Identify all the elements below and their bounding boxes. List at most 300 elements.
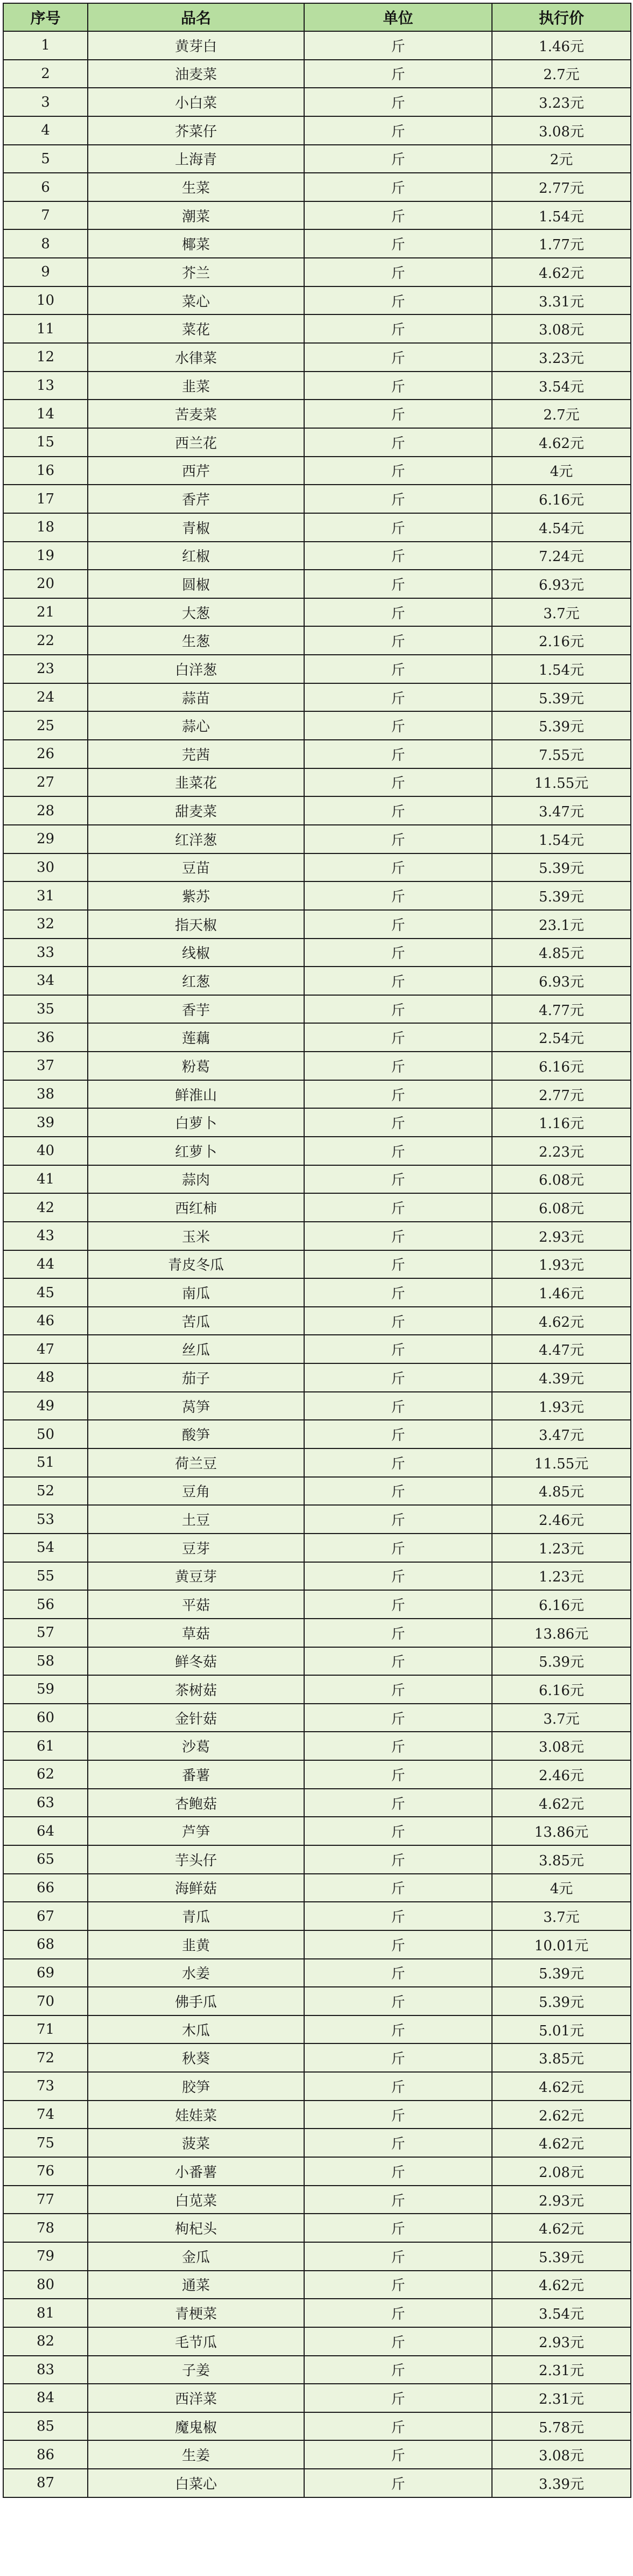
cell-name: 生葱 xyxy=(88,626,304,655)
cell-price: 5.39元 xyxy=(492,1647,631,1676)
table-row xyxy=(3,2242,631,2271)
cell-unit: 斤 xyxy=(304,1874,492,1902)
table-row xyxy=(3,2072,631,2101)
cell-price: 2.54元 xyxy=(492,1023,631,1052)
cell-name: 鲜淮山 xyxy=(88,1080,304,1109)
cell-unit: 斤 xyxy=(304,1704,492,1732)
cell-name: 土豆 xyxy=(88,1505,304,1534)
cell-name: 子姜 xyxy=(88,2356,304,2384)
cell-seq: 60 xyxy=(3,1704,88,1732)
cell-seq: 80 xyxy=(3,2271,88,2299)
table-row xyxy=(3,314,631,343)
table-row xyxy=(3,1675,631,1704)
cell-name: 娃娃菜 xyxy=(88,2101,304,2129)
cell-unit: 斤 xyxy=(304,711,492,740)
cell-seq: 22 xyxy=(3,626,88,655)
cell-seq: 54 xyxy=(3,1534,88,1562)
cell-seq: 8 xyxy=(3,229,88,258)
cell-name: 丝瓜 xyxy=(88,1335,304,1363)
cell-seq: 5 xyxy=(3,145,88,173)
cell-price: 7.55元 xyxy=(492,740,631,768)
cell-name: 茄子 xyxy=(88,1363,304,1392)
cell-price: 4.85元 xyxy=(492,1477,631,1506)
table-row xyxy=(3,740,631,768)
cell-seq: 81 xyxy=(3,2299,88,2327)
cell-name: 番薯 xyxy=(88,1760,304,1789)
header-unit: 单位 xyxy=(304,3,492,31)
cell-name: 通菜 xyxy=(88,2271,304,2299)
cell-name: 西芹 xyxy=(88,457,304,485)
cell-unit: 斤 xyxy=(304,1363,492,1392)
cell-seq: 73 xyxy=(3,2072,88,2101)
cell-unit: 斤 xyxy=(304,343,492,372)
cell-price: 4.62元 xyxy=(492,2129,631,2157)
cell-seq: 18 xyxy=(3,513,88,542)
cell-seq: 83 xyxy=(3,2356,88,2384)
cell-unit: 斤 xyxy=(304,1222,492,1250)
cell-price: 4.85元 xyxy=(492,939,631,967)
cell-seq: 35 xyxy=(3,995,88,1024)
cell-seq: 3 xyxy=(3,88,88,116)
cell-unit: 斤 xyxy=(304,513,492,542)
table-row xyxy=(3,372,631,400)
table-row xyxy=(3,1477,631,1506)
cell-unit: 斤 xyxy=(304,2157,492,2186)
cell-unit: 斤 xyxy=(304,2043,492,2072)
cell-name: 粉葛 xyxy=(88,1052,304,1080)
cell-seq: 65 xyxy=(3,1845,88,1874)
cell-name: 魔鬼椒 xyxy=(88,2412,304,2441)
cell-price: 2.23元 xyxy=(492,1137,631,1165)
cell-name: 芥菜仔 xyxy=(88,116,304,145)
cell-unit: 斤 xyxy=(304,2129,492,2157)
cell-unit: 斤 xyxy=(304,1307,492,1335)
cell-unit: 斤 xyxy=(304,1080,492,1109)
cell-price: 5.39元 xyxy=(492,881,631,910)
cell-price: 1.23元 xyxy=(492,1534,631,1562)
cell-unit: 斤 xyxy=(304,853,492,882)
table-row xyxy=(3,910,631,939)
cell-seq: 49 xyxy=(3,1392,88,1420)
cell-name: 芋头仔 xyxy=(88,1845,304,1874)
cell-price: 4.54元 xyxy=(492,513,631,542)
cell-unit: 斤 xyxy=(304,626,492,655)
cell-seq: 15 xyxy=(3,428,88,457)
table-row xyxy=(3,825,631,853)
cell-name: 胶笋 xyxy=(88,2072,304,2101)
table-row xyxy=(3,939,631,967)
cell-unit: 斤 xyxy=(304,1165,492,1194)
cell-name: 枸杞头 xyxy=(88,2214,304,2242)
cell-name: 红萝卜 xyxy=(88,1137,304,1165)
cell-unit: 斤 xyxy=(304,825,492,853)
table-row xyxy=(3,1080,631,1109)
cell-price: 2.93元 xyxy=(492,1222,631,1250)
cell-unit: 斤 xyxy=(304,485,492,513)
table-row xyxy=(3,655,631,683)
cell-seq: 30 xyxy=(3,853,88,882)
cell-seq: 45 xyxy=(3,1278,88,1307)
cell-name: 青椒 xyxy=(88,513,304,542)
cell-seq: 72 xyxy=(3,2043,88,2072)
cell-seq: 34 xyxy=(3,967,88,995)
cell-unit: 斤 xyxy=(304,939,492,967)
cell-name: 韭黄 xyxy=(88,1930,304,1959)
cell-seq: 78 xyxy=(3,2214,88,2242)
cell-name: 韭菜 xyxy=(88,372,304,400)
cell-unit: 斤 xyxy=(304,1023,492,1052)
cell-price: 5.39元 xyxy=(492,853,631,882)
cell-unit: 斤 xyxy=(304,2242,492,2271)
cell-name: 西兰花 xyxy=(88,428,304,457)
cell-seq: 6 xyxy=(3,173,88,201)
cell-seq: 62 xyxy=(3,1760,88,1789)
cell-name: 佛手瓜 xyxy=(88,1987,304,2015)
cell-price: 1.54元 xyxy=(492,201,631,230)
cell-unit: 斤 xyxy=(304,683,492,712)
cell-price: 1.46元 xyxy=(492,31,631,60)
table-row xyxy=(3,2043,631,2072)
cell-price: 4元 xyxy=(492,1874,631,1902)
cell-unit: 斤 xyxy=(304,2271,492,2299)
cell-unit: 斤 xyxy=(304,768,492,797)
cell-price: 3.85元 xyxy=(492,1845,631,1874)
table-row xyxy=(3,2384,631,2412)
cell-unit: 斤 xyxy=(304,1448,492,1477)
cell-name: 平菇 xyxy=(88,1590,304,1619)
table-row xyxy=(3,570,631,598)
cell-name: 苦瓜 xyxy=(88,1307,304,1335)
cell-unit: 斤 xyxy=(304,740,492,768)
table-row xyxy=(3,711,631,740)
cell-name: 海鲜菇 xyxy=(88,1874,304,1902)
cell-seq: 67 xyxy=(3,1902,88,1930)
cell-name: 豆芽 xyxy=(88,1534,304,1562)
cell-unit: 斤 xyxy=(304,1562,492,1591)
cell-name: 草菇 xyxy=(88,1619,304,1647)
cell-unit: 斤 xyxy=(304,1335,492,1363)
cell-seq: 27 xyxy=(3,768,88,797)
cell-price: 4.77元 xyxy=(492,995,631,1024)
cell-seq: 84 xyxy=(3,2384,88,2412)
table-row xyxy=(3,1562,631,1591)
cell-unit: 斤 xyxy=(304,1619,492,1647)
cell-seq: 70 xyxy=(3,1987,88,2015)
table-row xyxy=(3,2101,631,2129)
cell-price: 3.7元 xyxy=(492,1704,631,1732)
cell-seq: 19 xyxy=(3,542,88,570)
table-row xyxy=(3,116,631,145)
cell-name: 苦麦菜 xyxy=(88,400,304,428)
cell-name: 生菜 xyxy=(88,173,304,201)
cell-price: 3.47元 xyxy=(492,1420,631,1448)
cell-name: 茶树菇 xyxy=(88,1675,304,1704)
cell-price: 5.39元 xyxy=(492,2242,631,2271)
cell-unit: 斤 xyxy=(304,967,492,995)
table-row xyxy=(3,1760,631,1789)
cell-seq: 21 xyxy=(3,598,88,627)
table-row xyxy=(3,1222,631,1250)
table-row xyxy=(3,1959,631,1987)
cell-name: 生姜 xyxy=(88,2440,304,2469)
table-row xyxy=(3,2214,631,2242)
cell-price: 2.77元 xyxy=(492,173,631,201)
cell-unit: 斤 xyxy=(304,995,492,1024)
cell-name: 黄芽白 xyxy=(88,31,304,60)
cell-unit: 斤 xyxy=(304,2440,492,2469)
cell-unit: 斤 xyxy=(304,1590,492,1619)
cell-price: 3.7元 xyxy=(492,1902,631,1930)
cell-seq: 44 xyxy=(3,1250,88,1279)
cell-seq: 26 xyxy=(3,740,88,768)
cell-seq: 40 xyxy=(3,1137,88,1165)
table-row xyxy=(3,1392,631,1420)
table-row xyxy=(3,2412,631,2441)
cell-name: 指天椒 xyxy=(88,910,304,939)
table-row xyxy=(3,229,631,258)
table-row xyxy=(3,1930,631,1959)
table-row xyxy=(3,1335,631,1363)
cell-price: 6.08元 xyxy=(492,1193,631,1222)
table-row xyxy=(3,1619,631,1647)
cell-unit: 斤 xyxy=(304,1959,492,1987)
table-row xyxy=(3,1250,631,1279)
cell-name: 芥兰 xyxy=(88,258,304,286)
cell-price: 2.16元 xyxy=(492,626,631,655)
cell-seq: 52 xyxy=(3,1477,88,1506)
cell-name: 酸笋 xyxy=(88,1420,304,1448)
cell-price: 3.23元 xyxy=(492,343,631,372)
table-row xyxy=(3,2271,631,2299)
cell-price: 2.93元 xyxy=(492,2327,631,2356)
cell-name: 杏鲍菇 xyxy=(88,1789,304,1817)
table-row xyxy=(3,2469,631,2497)
table-row xyxy=(3,683,631,712)
cell-price: 2.08元 xyxy=(492,2157,631,2186)
cell-seq: 63 xyxy=(3,1789,88,1817)
cell-seq: 1 xyxy=(3,31,88,60)
cell-price: 4.39元 xyxy=(492,1363,631,1392)
cell-price: 4.62元 xyxy=(492,258,631,286)
table-row xyxy=(3,1448,631,1477)
table-header xyxy=(3,3,631,31)
cell-price: 6.93元 xyxy=(492,570,631,598)
cell-seq: 2 xyxy=(3,60,88,88)
cell-unit: 斤 xyxy=(304,1193,492,1222)
cell-name: 荷兰豆 xyxy=(88,1448,304,1477)
cell-unit: 斤 xyxy=(304,1108,492,1137)
cell-seq: 41 xyxy=(3,1165,88,1194)
cell-price: 4.62元 xyxy=(492,2214,631,2242)
cell-seq: 16 xyxy=(3,457,88,485)
cell-seq: 61 xyxy=(3,1732,88,1760)
cell-name: 南瓜 xyxy=(88,1278,304,1307)
table-row xyxy=(3,1874,631,1902)
cell-unit: 斤 xyxy=(304,116,492,145)
cell-name: 油麦菜 xyxy=(88,60,304,88)
cell-price: 5.78元 xyxy=(492,2412,631,2441)
cell-price: 6.16元 xyxy=(492,485,631,513)
cell-name: 韭菜花 xyxy=(88,768,304,797)
cell-name: 菠菜 xyxy=(88,2129,304,2157)
cell-seq: 75 xyxy=(3,2129,88,2157)
cell-price: 13.86元 xyxy=(492,1619,631,1647)
cell-unit: 斤 xyxy=(304,1278,492,1307)
cell-unit: 斤 xyxy=(304,229,492,258)
table-row xyxy=(3,1278,631,1307)
cell-name: 西红柿 xyxy=(88,1193,304,1222)
cell-price: 2.62元 xyxy=(492,2101,631,2129)
cell-price: 3.39元 xyxy=(492,2469,631,2497)
cell-unit: 斤 xyxy=(304,655,492,683)
cell-unit: 斤 xyxy=(304,2469,492,2497)
table-row xyxy=(3,2440,631,2469)
table-row xyxy=(3,967,631,995)
table-row xyxy=(3,2015,631,2044)
cell-price: 3.54元 xyxy=(492,2299,631,2327)
cell-price: 1.93元 xyxy=(492,1392,631,1420)
cell-price: 4.62元 xyxy=(492,2072,631,2101)
cell-unit: 斤 xyxy=(304,1789,492,1817)
cell-seq: 24 xyxy=(3,683,88,712)
table-row xyxy=(3,881,631,910)
cell-unit: 斤 xyxy=(304,1647,492,1676)
cell-seq: 13 xyxy=(3,372,88,400)
table-row xyxy=(3,542,631,570)
table-row xyxy=(3,1789,631,1817)
cell-price: 2.31元 xyxy=(492,2356,631,2384)
cell-name: 椰菜 xyxy=(88,229,304,258)
table-row xyxy=(3,1363,631,1392)
cell-seq: 14 xyxy=(3,400,88,428)
cell-name: 豆角 xyxy=(88,1477,304,1506)
table-row xyxy=(3,2186,631,2214)
cell-seq: 69 xyxy=(3,1959,88,1987)
cell-name: 白菜心 xyxy=(88,2469,304,2497)
table-row xyxy=(3,2327,631,2356)
cell-unit: 斤 xyxy=(304,1477,492,1506)
cell-name: 红洋葱 xyxy=(88,825,304,853)
cell-name: 小白菜 xyxy=(88,88,304,116)
cell-seq: 58 xyxy=(3,1647,88,1676)
cell-price: 2.77元 xyxy=(492,1080,631,1109)
table-row xyxy=(3,1193,631,1222)
cell-unit: 斤 xyxy=(304,173,492,201)
table-row xyxy=(3,768,631,797)
table-row xyxy=(3,995,631,1024)
cell-price: 1.46元 xyxy=(492,1278,631,1307)
cell-name: 菜心 xyxy=(88,286,304,315)
cell-seq: 68 xyxy=(3,1930,88,1959)
cell-seq: 79 xyxy=(3,2242,88,2271)
cell-seq: 10 xyxy=(3,286,88,315)
table-row xyxy=(3,88,631,116)
table-row xyxy=(3,428,631,457)
cell-price: 3.08元 xyxy=(492,314,631,343)
header-row xyxy=(3,3,631,31)
cell-name: 上海青 xyxy=(88,145,304,173)
cell-name: 毛节瓜 xyxy=(88,2327,304,2356)
cell-price: 6.08元 xyxy=(492,1165,631,1194)
cell-unit: 斤 xyxy=(304,2214,492,2242)
cell-price: 2.31元 xyxy=(492,2384,631,2412)
cell-price: 1.77元 xyxy=(492,229,631,258)
header-name: 品名 xyxy=(88,3,304,31)
cell-price: 3.85元 xyxy=(492,2043,631,2072)
cell-seq: 77 xyxy=(3,2186,88,2214)
cell-name: 大葱 xyxy=(88,598,304,627)
cell-price: 11.55元 xyxy=(492,768,631,797)
table-row xyxy=(3,2299,631,2327)
cell-price: 13.86元 xyxy=(492,1817,631,1845)
cell-seq: 43 xyxy=(3,1222,88,1250)
table-row xyxy=(3,1704,631,1732)
cell-seq: 85 xyxy=(3,2412,88,2441)
cell-unit: 斤 xyxy=(304,598,492,627)
cell-price: 1.23元 xyxy=(492,1562,631,1591)
cell-price: 1.93元 xyxy=(492,1250,631,1279)
cell-unit: 斤 xyxy=(304,2327,492,2356)
cell-unit: 斤 xyxy=(304,2072,492,2101)
cell-price: 6.16元 xyxy=(492,1675,631,1704)
cell-price: 4.62元 xyxy=(492,1307,631,1335)
cell-price: 3.08元 xyxy=(492,2440,631,2469)
cell-unit: 斤 xyxy=(304,2299,492,2327)
cell-seq: 29 xyxy=(3,825,88,853)
cell-unit: 斤 xyxy=(304,428,492,457)
cell-price: 4.62元 xyxy=(492,1789,631,1817)
cell-seq: 71 xyxy=(3,2015,88,2044)
cell-name: 水姜 xyxy=(88,1959,304,1987)
cell-price: 3.7元 xyxy=(492,598,631,627)
cell-unit: 斤 xyxy=(304,457,492,485)
cell-price: 4.47元 xyxy=(492,1335,631,1363)
cell-name: 西洋菜 xyxy=(88,2384,304,2412)
cell-price: 3.54元 xyxy=(492,372,631,400)
cell-name: 玉米 xyxy=(88,1222,304,1250)
table-row xyxy=(3,1534,631,1562)
cell-name: 红椒 xyxy=(88,542,304,570)
table-row xyxy=(3,1137,631,1165)
cell-price: 7.24元 xyxy=(492,542,631,570)
cell-name: 白洋葱 xyxy=(88,655,304,683)
cell-seq: 37 xyxy=(3,1052,88,1080)
table-row xyxy=(3,1052,631,1080)
cell-name: 金瓜 xyxy=(88,2242,304,2271)
cell-price: 4元 xyxy=(492,457,631,485)
table-row xyxy=(3,1817,631,1845)
table-row xyxy=(3,796,631,825)
cell-price: 2元 xyxy=(492,145,631,173)
cell-name: 紫苏 xyxy=(88,881,304,910)
cell-seq: 64 xyxy=(3,1817,88,1845)
cell-seq: 42 xyxy=(3,1193,88,1222)
cell-name: 小番薯 xyxy=(88,2157,304,2186)
table-row xyxy=(3,1590,631,1619)
cell-name: 豆苗 xyxy=(88,853,304,882)
cell-name: 莲藕 xyxy=(88,1023,304,1052)
cell-price: 2.7元 xyxy=(492,400,631,428)
table-row xyxy=(3,1165,631,1194)
cell-name: 圆椒 xyxy=(88,570,304,598)
cell-unit: 斤 xyxy=(304,286,492,315)
cell-seq: 86 xyxy=(3,2440,88,2469)
cell-name: 菜花 xyxy=(88,314,304,343)
table-row xyxy=(3,457,631,485)
cell-seq: 82 xyxy=(3,2327,88,2356)
cell-unit: 斤 xyxy=(304,2412,492,2441)
table-row xyxy=(3,2157,631,2186)
